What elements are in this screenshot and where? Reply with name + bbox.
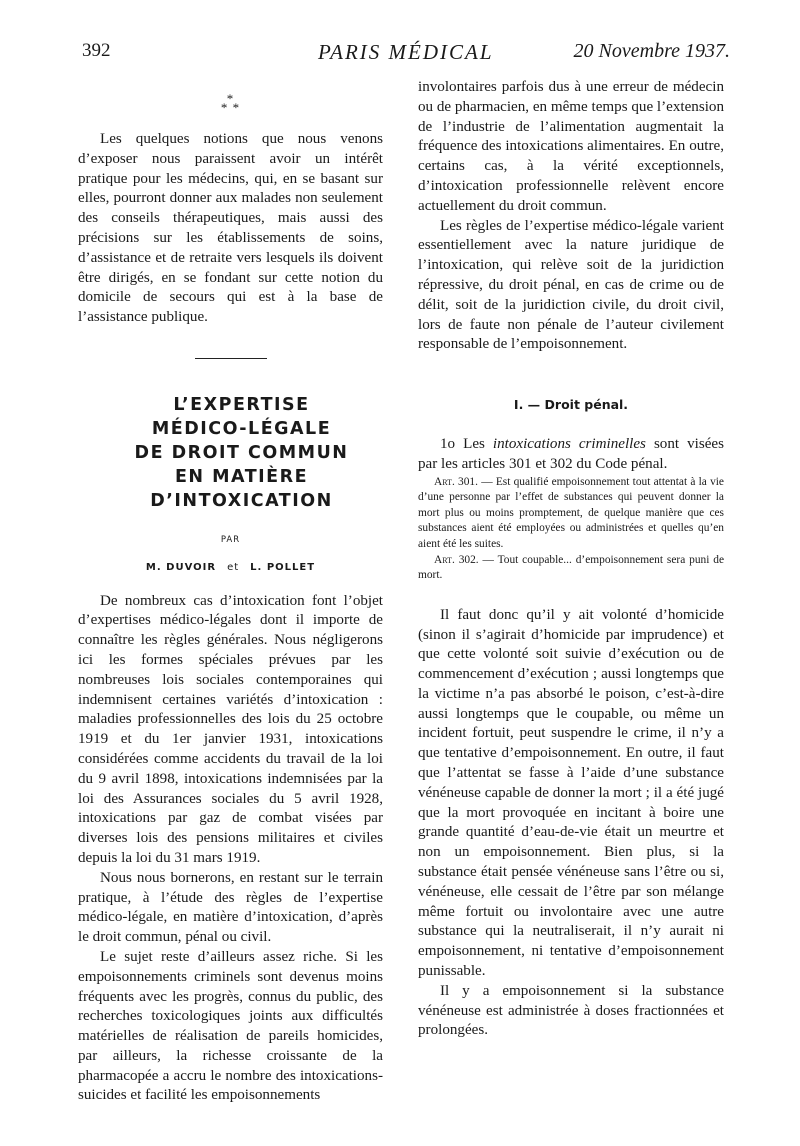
article-302 [418,553,724,584]
article-302-text: — Tout coupable... d’empoisonnement sera puni de mort. [418,553,724,582]
title-line-5: D’INTOXICATION [150,490,333,511]
running-header [0,38,800,66]
body-paragraph-5: Il faut donc qu’il y ait volonté d’homicide (sinon il s’agirait d’homicide par imprudence) et que cette volonté soit suivie d’exécution ou de commencement d’exécution ; aussi longtemps que la victime n’a pas absorbé le poison, c’est-à-dire aussi longtemps que le coupable, ou même un incident fortuit, peut suspendre le crime, il n’y a que tentative d’empoisonnement. En outre, il faut que l’attentat se fasse à l’aide d’une substance vénéneuse capable de donner la mort ; il a été jugé que la mort provoquée en incitant à boire une grande quantité d’eau-de-vie était un meurtre et non un empoisonnement. Bien plus, si la substance était pensée vénéneuse sans l’être ou si, vénéneuse, elle cessait de l’être par son mélange même fortuit ou involontaire avec une autre substance qui la neutraliserait, il n’y aurait ni empoisonnement, ni tentative d’empoisonnement punissable. [418,606,724,980]
body-paragraph-2: Nous nous bornerons, en restant sur le terrain pratique, à l’étude des règles de l’expertise médico-légale, en matière d’intoxication, d’après le droit commun, pénal ou civil. [78,869,383,946]
author-pollet: L. POLLET [250,561,316,573]
title-line-4: EN MATIÈRE [174,466,309,487]
item-rest: sont visées par les articles 301 et 302 du Code pénal. [418,435,724,472]
intro-paragraph: Les quelques notions que nous venons d’exposer nous paraissent avoir un intérêt pratique pour les médecins, qui, en se basant sur elles, pourront donner aux malades non seulement des conseils thérapeutiques, mais aussi des précisions sur les établissements de soins, d’assistance et de retraite vers lesquels ils doivent être dirigés, en se fondant sur cette notion du domicile de secours qui est à la base de l’assistance publique. [78,131,383,326]
author-conjunction: et [227,561,240,573]
item-1-paragraph [418,435,724,475]
left-column [78,91,383,1106]
spacer [418,584,724,606]
article-302-label: Art. 302. [434,553,479,566]
item-lead: Les [463,435,485,452]
title-line-2: MÉDICO-LÉGALE [151,418,332,439]
page-number: 392 [82,40,111,61]
right-column [418,78,724,1041]
journal-title: PARIS MÉDICAL [318,40,494,64]
body-paragraph-3: Le sujet reste d’ailleurs assez riche. Si les empoisonnements criminels sont devenus moins fréquents avec les progrès, connus du public, des recherches toxicologiques joints aux difficultés matérielles de réalisation de pareils homicides, par ailleurs, la richesse croissante de la pharmacopée a accru le nombre des intoxications-suicides et facilité les empoisonnements [78,948,383,1104]
title-line-1: L’EXPERTISE [173,394,310,415]
article-301-text: — Est qualifié empoisonnement tout attentat à la vie d’une personne par l’effet de substances qui peuvent donner la mort plus ou moins promptement, de quelque manière que ces substances aient été employées ou administrées et quelles qu’en aient été les suites. [418,475,724,550]
item-italic: intoxications criminelles [492,435,646,452]
article-301-label: Art. 301. [434,475,478,488]
article-301 [418,475,724,553]
authors [78,557,383,578]
article-title [78,393,383,513]
title-line-3: DE DROIT COMMUN [134,442,349,463]
body-paragraph-1: De nombreux cas d’intoxication font l’objet d’expertises médico-légales dont il importe de connaître les règles générales. Nous négligerons ici les formes spéciales prévues par les nombreuses lois sociales contemporaines qui indemnisent certaines variétés d’intoxication : maladies professionnelles des lois du 25 octobre 1919 et du 1er janvier 1931, intoxications considérées comme accidents du travail de la loi du 9 avril 1898, intoxications indemnisées par la loi des Assurances sociales du 5 avril 1928, intoxications par gaz de combat visées par diverses lois des pensions militaires et civiles depuis la loi du 31 mars 1919. [78,592,383,866]
body-paragraph-4: Les règles de l’expertise médico-légale varient essentiellement avec la nature juridique de l’intoxication, qui relève soit de la juridiction répressive, du droit pénal, en cas de crime ou de délit, soit de la juridiction civile, du droit civil, lors de faute non pénale de l’auteur civilement responsable de l’empoisonnement. [418,217,724,353]
issue-date: 20 Novembre 1937. [573,40,730,62]
separator-rule [195,358,267,359]
item-number: 1o [440,435,456,452]
byline-par: PAR [220,534,241,545]
body-paragraph-6: Il y a empoisonnement si la substance vénéneuse est administrée à doses fractionnées et prolongées. [418,982,724,1039]
author-duvoir: M. DUVOIR [145,561,217,573]
section-stars: * * * [220,91,241,115]
continued-paragraph: involontaires parfois dus à une erreur de médecin ou de pharmacien, en même temps que l’extension de l’industrie de l’alimentation augmentait la fréquence des intoxications alimentaires. En outre, certains cas, à la vérité exceptionnels, d’intoxication professionnelle relèvent encore actuellement du droit commun. [418,79,724,214]
section-heading-droit-penal: I. — Droit pénal. [513,397,629,413]
